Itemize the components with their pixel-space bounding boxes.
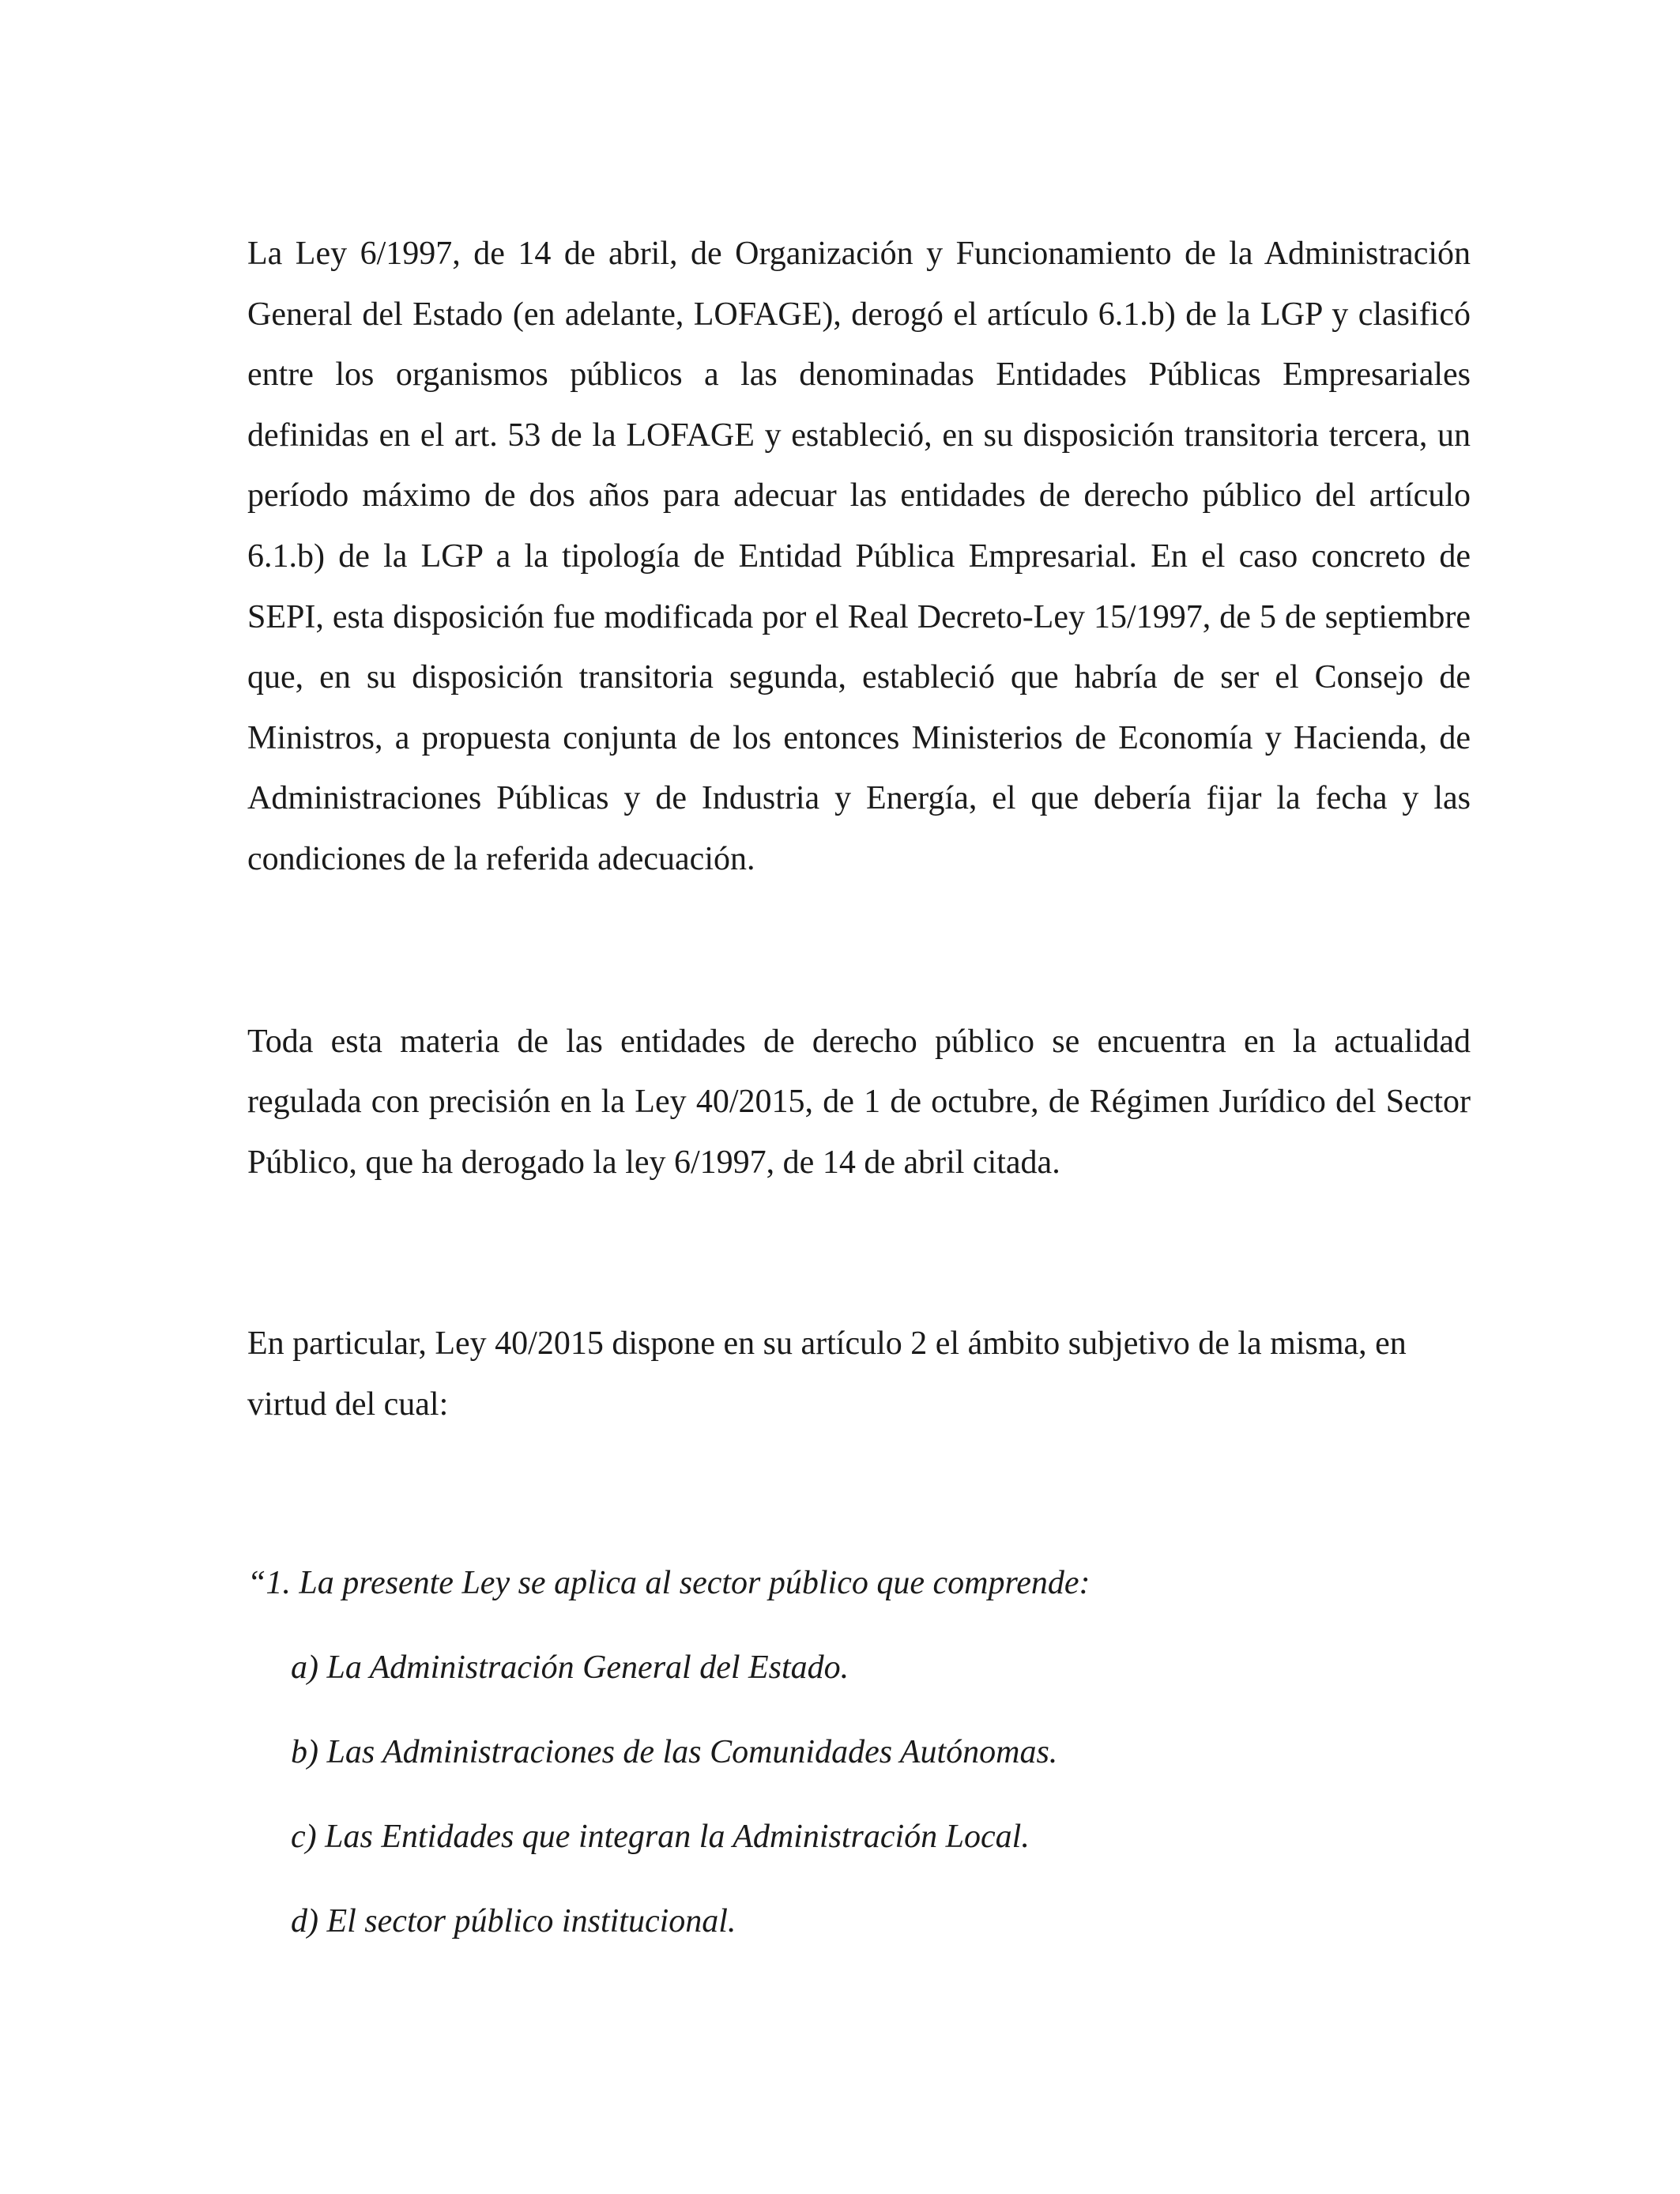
paragraph-ambito-subjetivo: En particular, Ley 40/2015 dispone en su artículo 2 el ámbito subjetivo de la misma, en virtud del cual: — [247, 1325, 1407, 1423]
legal-quote — [247, 1559, 1471, 1945]
quote-item-d: d) El sector público institucional. — [291, 1902, 736, 1940]
quote-item-b: b) Las Administraciones de las Comunidades Autónomas. — [291, 1733, 1058, 1770]
quote-item-c: c) Las Entidades que integran la Administración Local. — [291, 1818, 1030, 1855]
quote-list — [247, 1644, 1471, 1945]
quote-intro: “1. La presente Ley se aplica al sector público que comprende: — [247, 1564, 1090, 1601]
paragraph-ley-40-2015: Toda esta materia de las entidades de derecho público se encuentra en la actualidad regulada con precisión en la Ley 40/2015, de 1 de octubre, de Régimen Jurídico del Sector Público, que ha derogado la ley 6/1997, de 14 de abril citada. — [247, 1023, 1471, 1181]
document-body — [247, 224, 1471, 1945]
paragraph-lofage: La Ley 6/1997, de 14 de abril, de Organización y Funcionamiento de la Administración General del Estado (en adelante, LOFAGE), derogó el artículo 6.1.b) de la LGP y clasificó entre los organismos públicos a las denominadas Entidades Públicas Empresariales definidas en el art. 53 de la LOFAGE y estableció, en su disposición transitoria tercera, un período máximo de dos años para adecuar las entidades de derecho público del artículo 6.1.b) de la LGP a la tipología de Entidad Pública Empresarial. En el caso concreto de SEPI, esta disposición fue modificada por el Real Decreto-Ley 15/1997, de 5 de septiembre que, en su disposición transitoria segunda, estableció que habría de ser el Consejo de Ministros, a propuesta conjunta de los entonces Ministerios de Economía y Hacienda, de Administraciones Públicas y de Industria y Energía, el que debería fijar la fecha y las condiciones de la referida adecuación. — [247, 236, 1471, 877]
quote-item-a: a) La Administración General del Estado. — [291, 1649, 849, 1686]
